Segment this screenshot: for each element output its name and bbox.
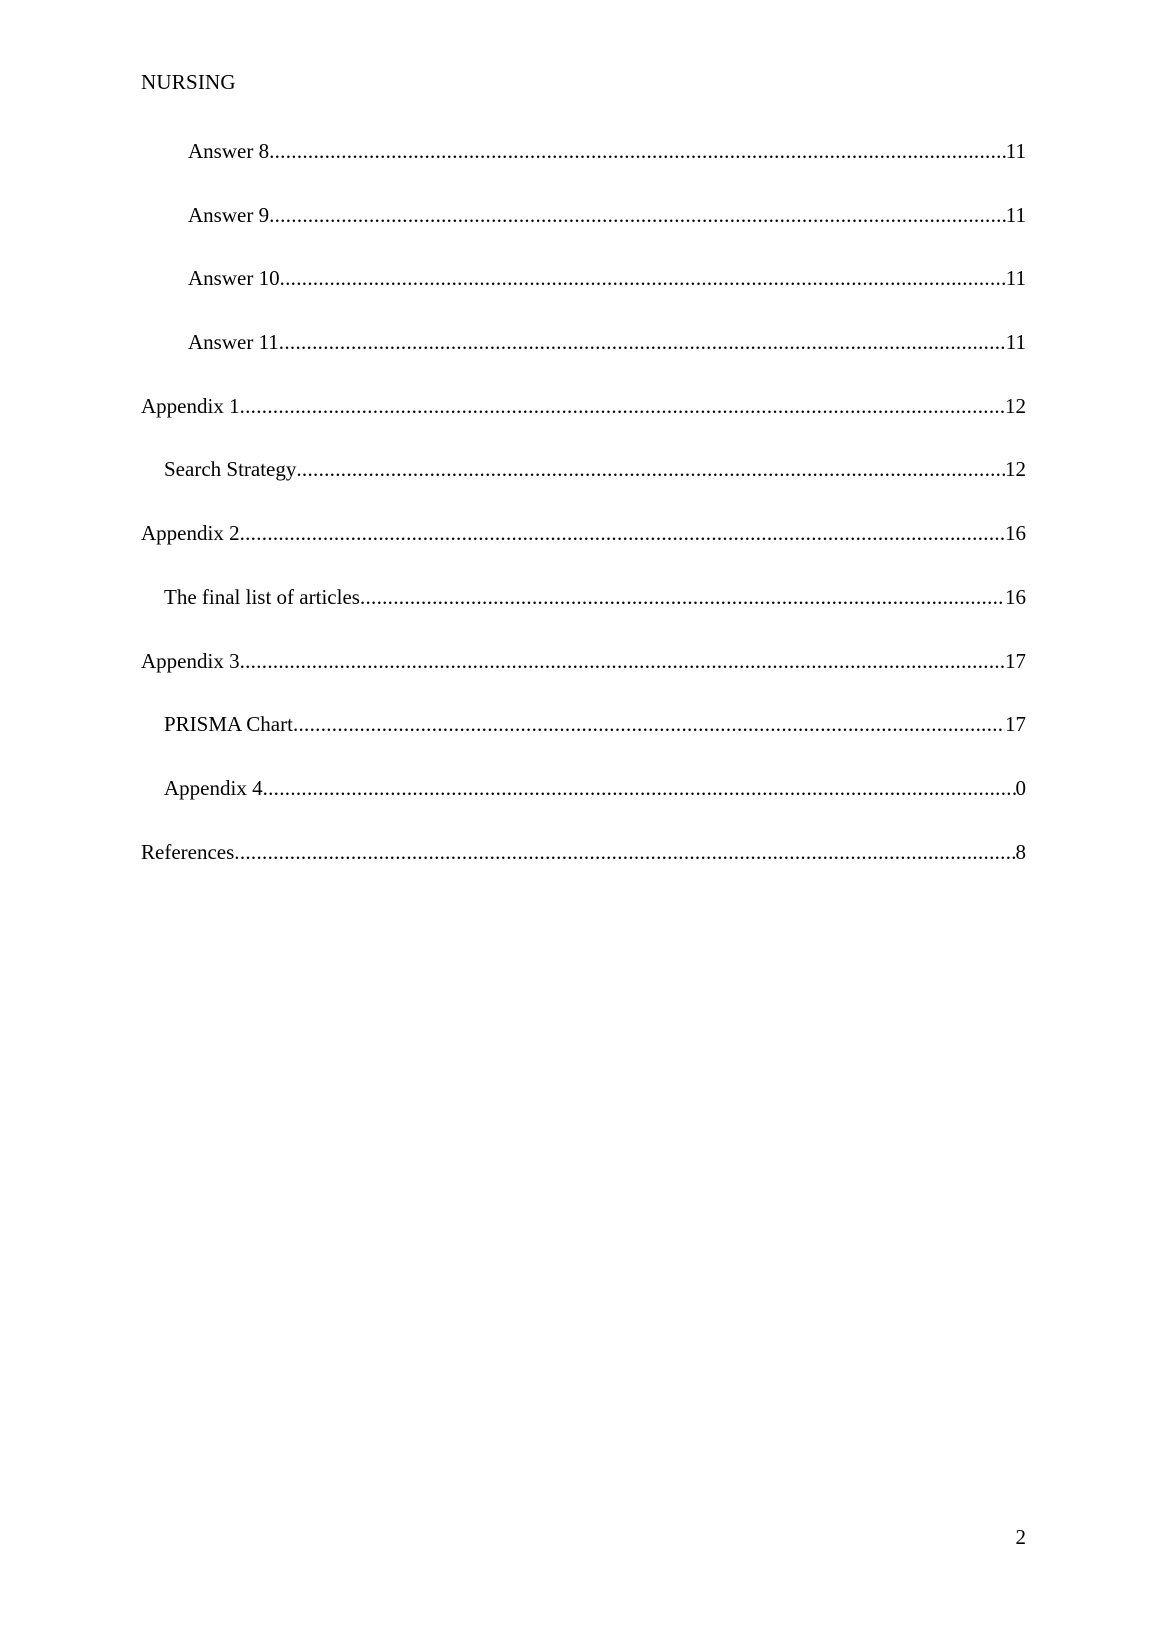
- toc-entry: [0, 521, 1158, 585]
- toc-entry: [0, 457, 1158, 521]
- toc-entry: [0, 712, 1158, 776]
- toc-link-prisma-chart[interactable]: [164, 712, 1026, 736]
- toc-link-answer-9[interactable]: [188, 203, 1026, 227]
- toc-link-answer-10[interactable]: [188, 266, 1026, 290]
- toc-entry-label: Answer 10: [188, 266, 280, 291]
- toc-entry: [0, 139, 1158, 203]
- toc-entry-label: Appendix 4: [164, 775, 263, 800]
- toc-entry-page: 16: [1005, 521, 1026, 546]
- toc-dot-leader: [263, 776, 1016, 800]
- toc-dot-leader: [240, 649, 1005, 673]
- toc-entry: [0, 394, 1158, 458]
- toc-entry: [0, 649, 1158, 713]
- toc-dot-leader: [240, 521, 1005, 545]
- toc-entry-page: 17: [1005, 648, 1026, 673]
- toc-entry-label: Search Strategy: [164, 457, 297, 482]
- toc-link-appendix-4[interactable]: [164, 776, 1026, 800]
- toc-entry-label: References: [141, 839, 235, 864]
- page-number: 2: [1015, 1525, 1026, 1549]
- toc-entry: [0, 776, 1158, 840]
- table-of-contents: [0, 139, 1158, 903]
- toc-dot-leader: [234, 840, 1015, 864]
- toc-entry-page: 17: [1005, 712, 1026, 737]
- toc-entry-label: Appendix 2: [141, 521, 240, 546]
- toc-entry-label: The final list of articles: [164, 584, 360, 609]
- toc-entry-label: Answer 9: [188, 202, 270, 227]
- toc-dot-leader: [279, 330, 1006, 354]
- toc-link-appendix-3[interactable]: [141, 649, 1026, 673]
- toc-entry: [0, 203, 1158, 267]
- toc-entry-page: 11: [1005, 330, 1026, 355]
- toc-entry: [0, 266, 1158, 330]
- toc-dot-leader: [296, 457, 1005, 481]
- toc-link-appendix-1[interactable]: [141, 394, 1026, 418]
- toc-entry-label: Answer 8: [188, 139, 270, 163]
- toc-entry-page: 12: [1005, 393, 1026, 418]
- toc-entry-page: 11: [1005, 139, 1026, 163]
- toc-entry-page: 12: [1005, 457, 1026, 482]
- toc-entry: [0, 330, 1158, 394]
- toc-dot-leader: [269, 139, 1006, 163]
- toc-link-answer-11[interactable]: [188, 330, 1026, 354]
- toc-link-references[interactable]: [141, 840, 1026, 864]
- toc-link-answer-8[interactable]: [188, 139, 1026, 163]
- toc-dot-leader: [269, 203, 1006, 227]
- toc-entry-label: Appendix 1: [141, 393, 240, 418]
- toc-entry-page: 16: [1005, 584, 1026, 609]
- toc-entry: [0, 585, 1158, 649]
- toc-entry-page: 11: [1005, 202, 1026, 227]
- toc-link-appendix-2[interactable]: [141, 521, 1026, 545]
- toc-dot-leader: [360, 585, 1005, 609]
- toc-dot-leader: [280, 266, 1006, 290]
- toc-link-final-list-of-articles[interactable]: [164, 585, 1026, 609]
- toc-entry-label: PRISMA Chart: [164, 712, 293, 737]
- toc-entry-page: 11: [1005, 266, 1026, 291]
- toc-dot-leader: [240, 394, 1005, 418]
- toc-entry-page: 8: [1015, 839, 1026, 864]
- toc-dot-leader: [293, 712, 1005, 736]
- running-head: NURSING: [141, 70, 236, 94]
- toc-entry: [0, 840, 1158, 904]
- toc-entry-label: Appendix 3: [141, 648, 240, 673]
- toc-link-search-strategy[interactable]: [164, 457, 1026, 481]
- toc-entry-page: 0: [1015, 775, 1026, 800]
- toc-entry-label: Answer 11: [188, 330, 279, 355]
